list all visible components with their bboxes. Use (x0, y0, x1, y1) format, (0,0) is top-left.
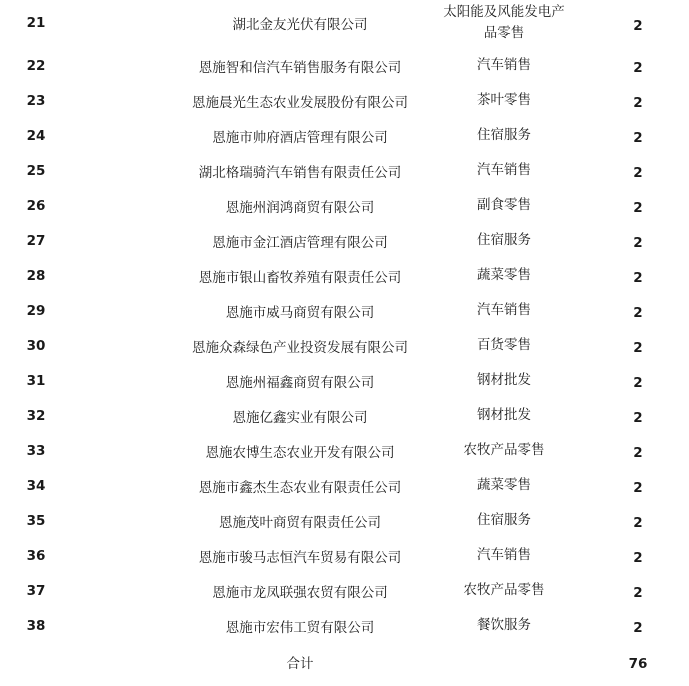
company-name: 恩施茂叶商贸有限责任公司 (219, 514, 381, 531)
row-number: 21 (26, 15, 46, 31)
company-name: 恩施亿鑫实业有限公司 (232, 409, 368, 426)
count: 2 (633, 164, 643, 181)
industry: 汽车销售 (477, 547, 531, 563)
company-name: 恩施市宏伟工贸有限公司 (225, 619, 375, 636)
table-row (0, 363, 689, 398)
table-total-row (0, 643, 689, 681)
count: 2 (633, 374, 643, 391)
company-name: 恩施市银山畜牧养殖有限责任公司 (198, 269, 402, 286)
count: 2 (633, 444, 643, 461)
row-number: 32 (26, 407, 46, 424)
table-row (0, 328, 689, 363)
industry: 餐饮服务 (477, 617, 531, 633)
row-number: 35 (26, 512, 46, 529)
industry: 汽车销售 (477, 162, 531, 178)
industry: 农牧产品零售 (463, 582, 545, 598)
company-name: 恩施众森绿色产业投资发展有限公司 (192, 339, 408, 356)
count: 2 (633, 304, 643, 321)
row-number: 30 (26, 337, 46, 354)
total-label: 合计 (286, 656, 314, 672)
row-number: 27 (26, 232, 46, 249)
table-row (0, 433, 689, 468)
table-row (0, 503, 689, 538)
company-name: 恩施州润鸿商贸有限公司 (225, 199, 375, 216)
industry: 副食零售 (477, 197, 531, 213)
company-name: 恩施晨光生态农业发展股份有限公司 (192, 94, 408, 111)
row-number: 37 (26, 582, 46, 599)
industry: 钢材批发 (477, 407, 531, 423)
count: 2 (633, 514, 643, 531)
industry: 住宿服务 (477, 127, 531, 143)
table-row (0, 608, 689, 643)
table-row (0, 398, 689, 433)
count: 2 (633, 129, 643, 146)
row-number: 25 (26, 162, 46, 179)
row-number: 33 (26, 442, 46, 459)
row-number: 23 (26, 92, 46, 109)
industry: 住宿服务 (477, 512, 531, 528)
count: 2 (633, 18, 643, 34)
row-number: 38 (26, 617, 46, 634)
row-number: 24 (26, 127, 46, 144)
table-row (0, 223, 689, 258)
industry: 汽车销售 (477, 302, 531, 318)
table-row (0, 188, 689, 223)
company-name: 恩施州福鑫商贸有限公司 (225, 374, 375, 391)
table-row (0, 48, 689, 83)
count: 2 (633, 269, 643, 286)
count: 2 (633, 234, 643, 251)
company-name: 恩施市帅府酒店管理有限公司 (212, 129, 388, 146)
table-row (0, 153, 689, 188)
table-row (0, 293, 689, 328)
company-name: 湖北金友光伏有限公司 (232, 17, 368, 33)
count: 2 (633, 409, 643, 426)
table-row (0, 0, 689, 48)
table-row (0, 118, 689, 153)
table-row (0, 573, 689, 608)
count: 2 (633, 199, 643, 216)
count: 2 (633, 549, 643, 566)
company-name: 恩施市金江酒店管理有限公司 (212, 234, 388, 251)
count: 2 (633, 619, 643, 636)
company-name: 湖北格瑞骑汽车销售有限责任公司 (198, 164, 402, 181)
company-name: 恩施市威马商贸有限公司 (225, 304, 375, 321)
company-name: 恩施市骏马志恒汽车贸易有限公司 (198, 549, 402, 566)
count: 2 (633, 59, 643, 76)
company-name: 恩施市龙凤联强农贸有限公司 (212, 584, 388, 601)
industry: 住宿服务 (477, 232, 531, 248)
industry: 太阳能及风能发电产品零售 (443, 4, 565, 41)
row-number: 36 (26, 547, 46, 564)
company-name: 恩施农博生态农业开发有限公司 (205, 444, 395, 461)
row-number: 22 (26, 57, 46, 74)
table-row (0, 258, 689, 293)
industry: 钢材批发 (477, 372, 531, 388)
table-row (0, 538, 689, 573)
industry: 蔬菜零售 (477, 267, 531, 283)
count: 2 (633, 94, 643, 111)
table-row (0, 83, 689, 118)
count: 2 (633, 584, 643, 601)
company-name: 恩施市鑫杰生态农业有限责任公司 (198, 479, 402, 496)
industry: 百货零售 (477, 337, 531, 353)
row-number: 31 (26, 372, 46, 389)
row-number: 28 (26, 267, 46, 284)
row-number: 29 (26, 302, 46, 319)
table-row (0, 468, 689, 503)
row-number: 26 (26, 197, 46, 214)
industry: 蔬菜零售 (477, 477, 531, 493)
total-count: 76 (628, 656, 648, 672)
industry: 农牧产品零售 (463, 442, 545, 458)
company-name: 恩施智和信汽车销售服务有限公司 (198, 59, 402, 76)
industry: 汽车销售 (477, 57, 531, 73)
count: 2 (633, 479, 643, 496)
count: 2 (633, 339, 643, 356)
industry: 茶叶零售 (477, 92, 531, 108)
row-number: 34 (26, 477, 46, 494)
